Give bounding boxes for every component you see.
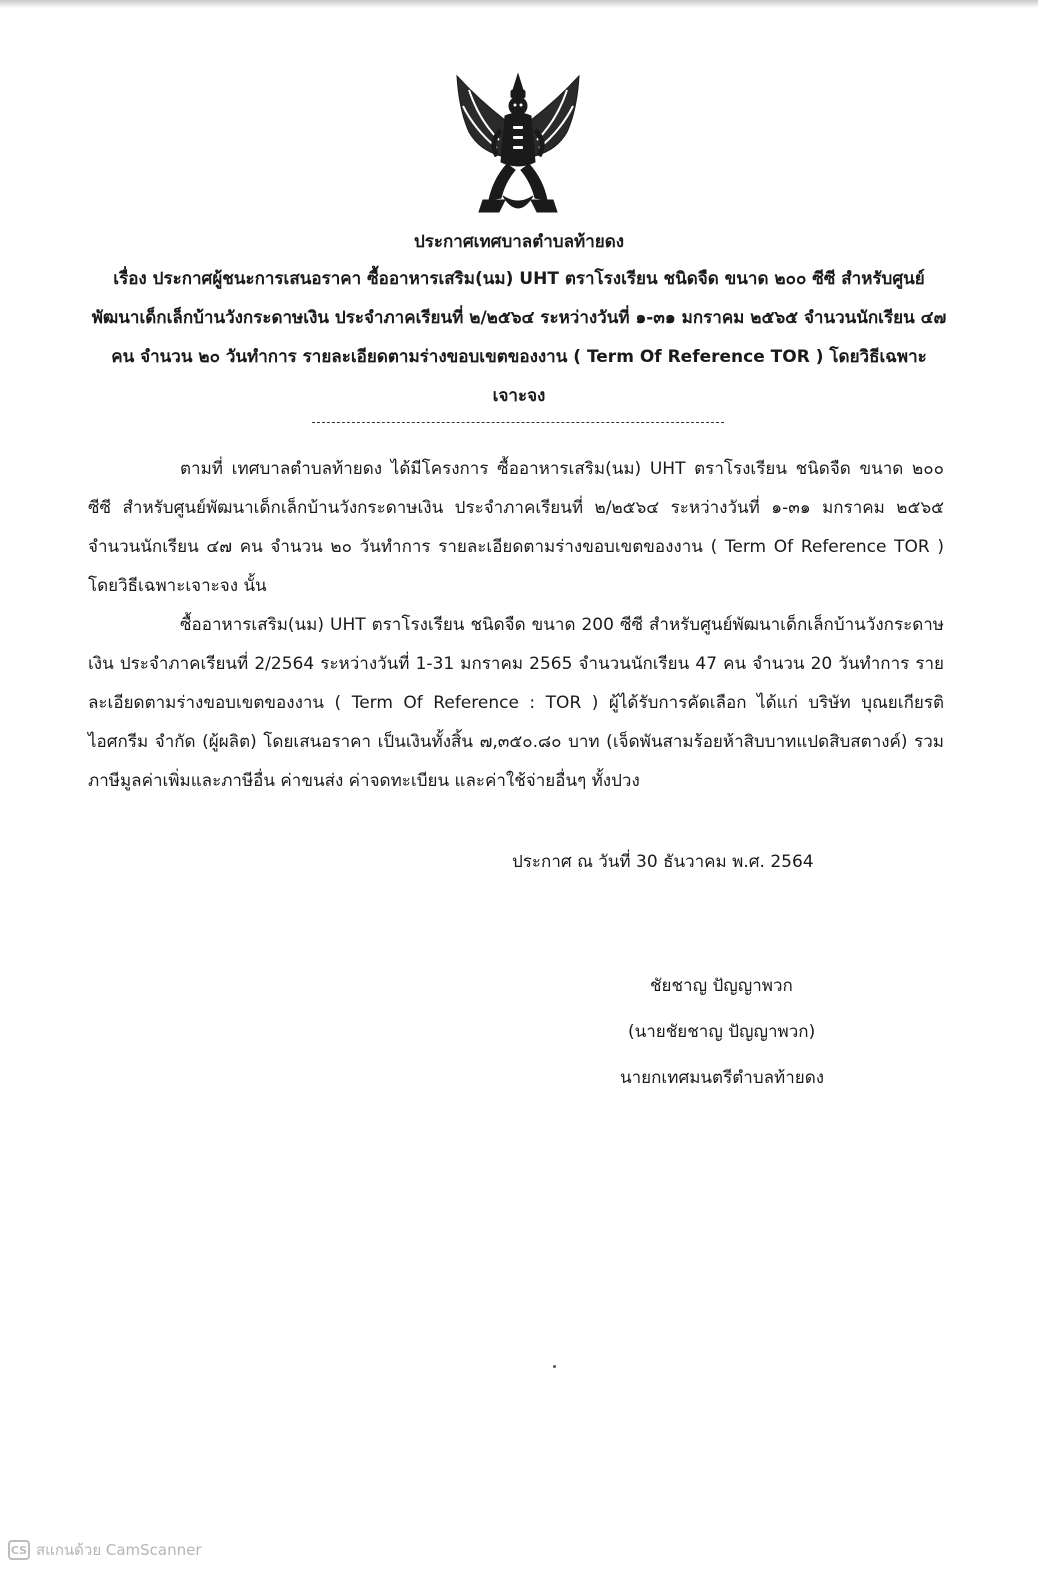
document-subject: เรื่อง ประกาศผู้ชนะการเสนอราคา ซื้ออาหารเสริม(นม) UHT ตราโรงเรียน ชนิดจืด ขนาด ๒๐๐ ซีซี สำหรับศูนย์พัฒนาเด็กเล็กบ้านวังกระดาษเงิน ประจำภาคเรียนที่ ๒/๒๕๖๔ ระหว่างวันที่ ๑-๓๑ มกราคม ๒๕๖๕ จำนวนนักเรียน ๔๗ คน จำนวน ๒๐ วันทำการ รายละเอียดตามร่างขอบเขตของงาน ( Term Of Reference TOR ) โดยวิธีเฉพาะเจาะจง (91, 269, 947, 406)
scan-edge-shadow (0, 0, 1038, 8)
paragraph-award: ซื้ออาหารเสริม(นม) UHT ตราโรงเรียน ชนิดจืด ขนาด 200 ซีซี สำหรับศูนย์พัฒนาเด็กเล็กบ้านวังกระดาษเงิน ประจำภาคเรียนที่ 2/2564 ระหว่างวันที่ 1-31 มกราคม 2565 จำนวนนักเรียน 47 คน จำนวน 20 วันทำการ รายละเอียดตามร่างขอบเขตของงาน ( Term Of Reference : TOR ) ผู้ได้รับการคัดเลือก ได้แก่ บริษัท บุณยเกียรติ ไอศกรีม จำกัด (ผู้ผลิต) โดยเสนอราคา เป็นเงินทั้งสิ้น ๗,๓๕๐.๘๐ บาท (เจ็ดพันสามร้อยห้าสิบบาทแปดสิบสตางค์) รวมภาษีมูลค่าเพิ่มและภาษีอื่น ค่าขนส่ง ค่าจดทะเบียน และค่าใช้จ่ายอื่นๆ ทั้งปวง (88, 615, 944, 791)
signatory-position: นายกเทศมนตรีตำบลท้ายดง (620, 1068, 825, 1088)
paragraph-background: ตามที่ เทศบาลตำบลท้ายดง ได้มีโครงการ ซื้ออาหารเสริม(นม) UHT ตราโรงเรียน ชนิดจืด ขนาด ๒๐๐ ซีซี สำหรับศูนย์พัฒนาเด็กเล็กบ้านวังกระดาษเงิน ประจำภาคเรียนที่ ๒/๒๕๖๔ ระหว่างวันที่ ๑-๓๑ มกราคม ๒๕๖๕ จำนวนนักเรียน ๔๗ คน จำนวน ๒๐ วันทำการ รายละเอียดตามร่างขอบเขตของงาน ( Term Of Reference TOR ) โดยวิธีเฉพาะเจาะจง นั้น (88, 459, 944, 596)
camscanner-logo-icon: CS (8, 1540, 30, 1560)
document-title: ประกาศเทศบาลตำบลท้ายดง (413, 232, 625, 252)
scan-speck (553, 1365, 556, 1368)
signature-name: ชัยชาญ ปัญญาพวก (650, 976, 793, 996)
watermark-text: สแกนด้วย CamScanner (36, 1541, 202, 1559)
garuda-emblem-icon (449, 70, 587, 220)
signatory-full-name: (นายชัยชาญ ปัญญาพวก) (628, 1022, 816, 1042)
announcement-date: ประกาศ ณ วันที่ 30 ธันวาคม พ.ศ. 2564 (512, 852, 814, 872)
section-divider (312, 422, 724, 423)
camscanner-watermark (8, 1538, 202, 1562)
